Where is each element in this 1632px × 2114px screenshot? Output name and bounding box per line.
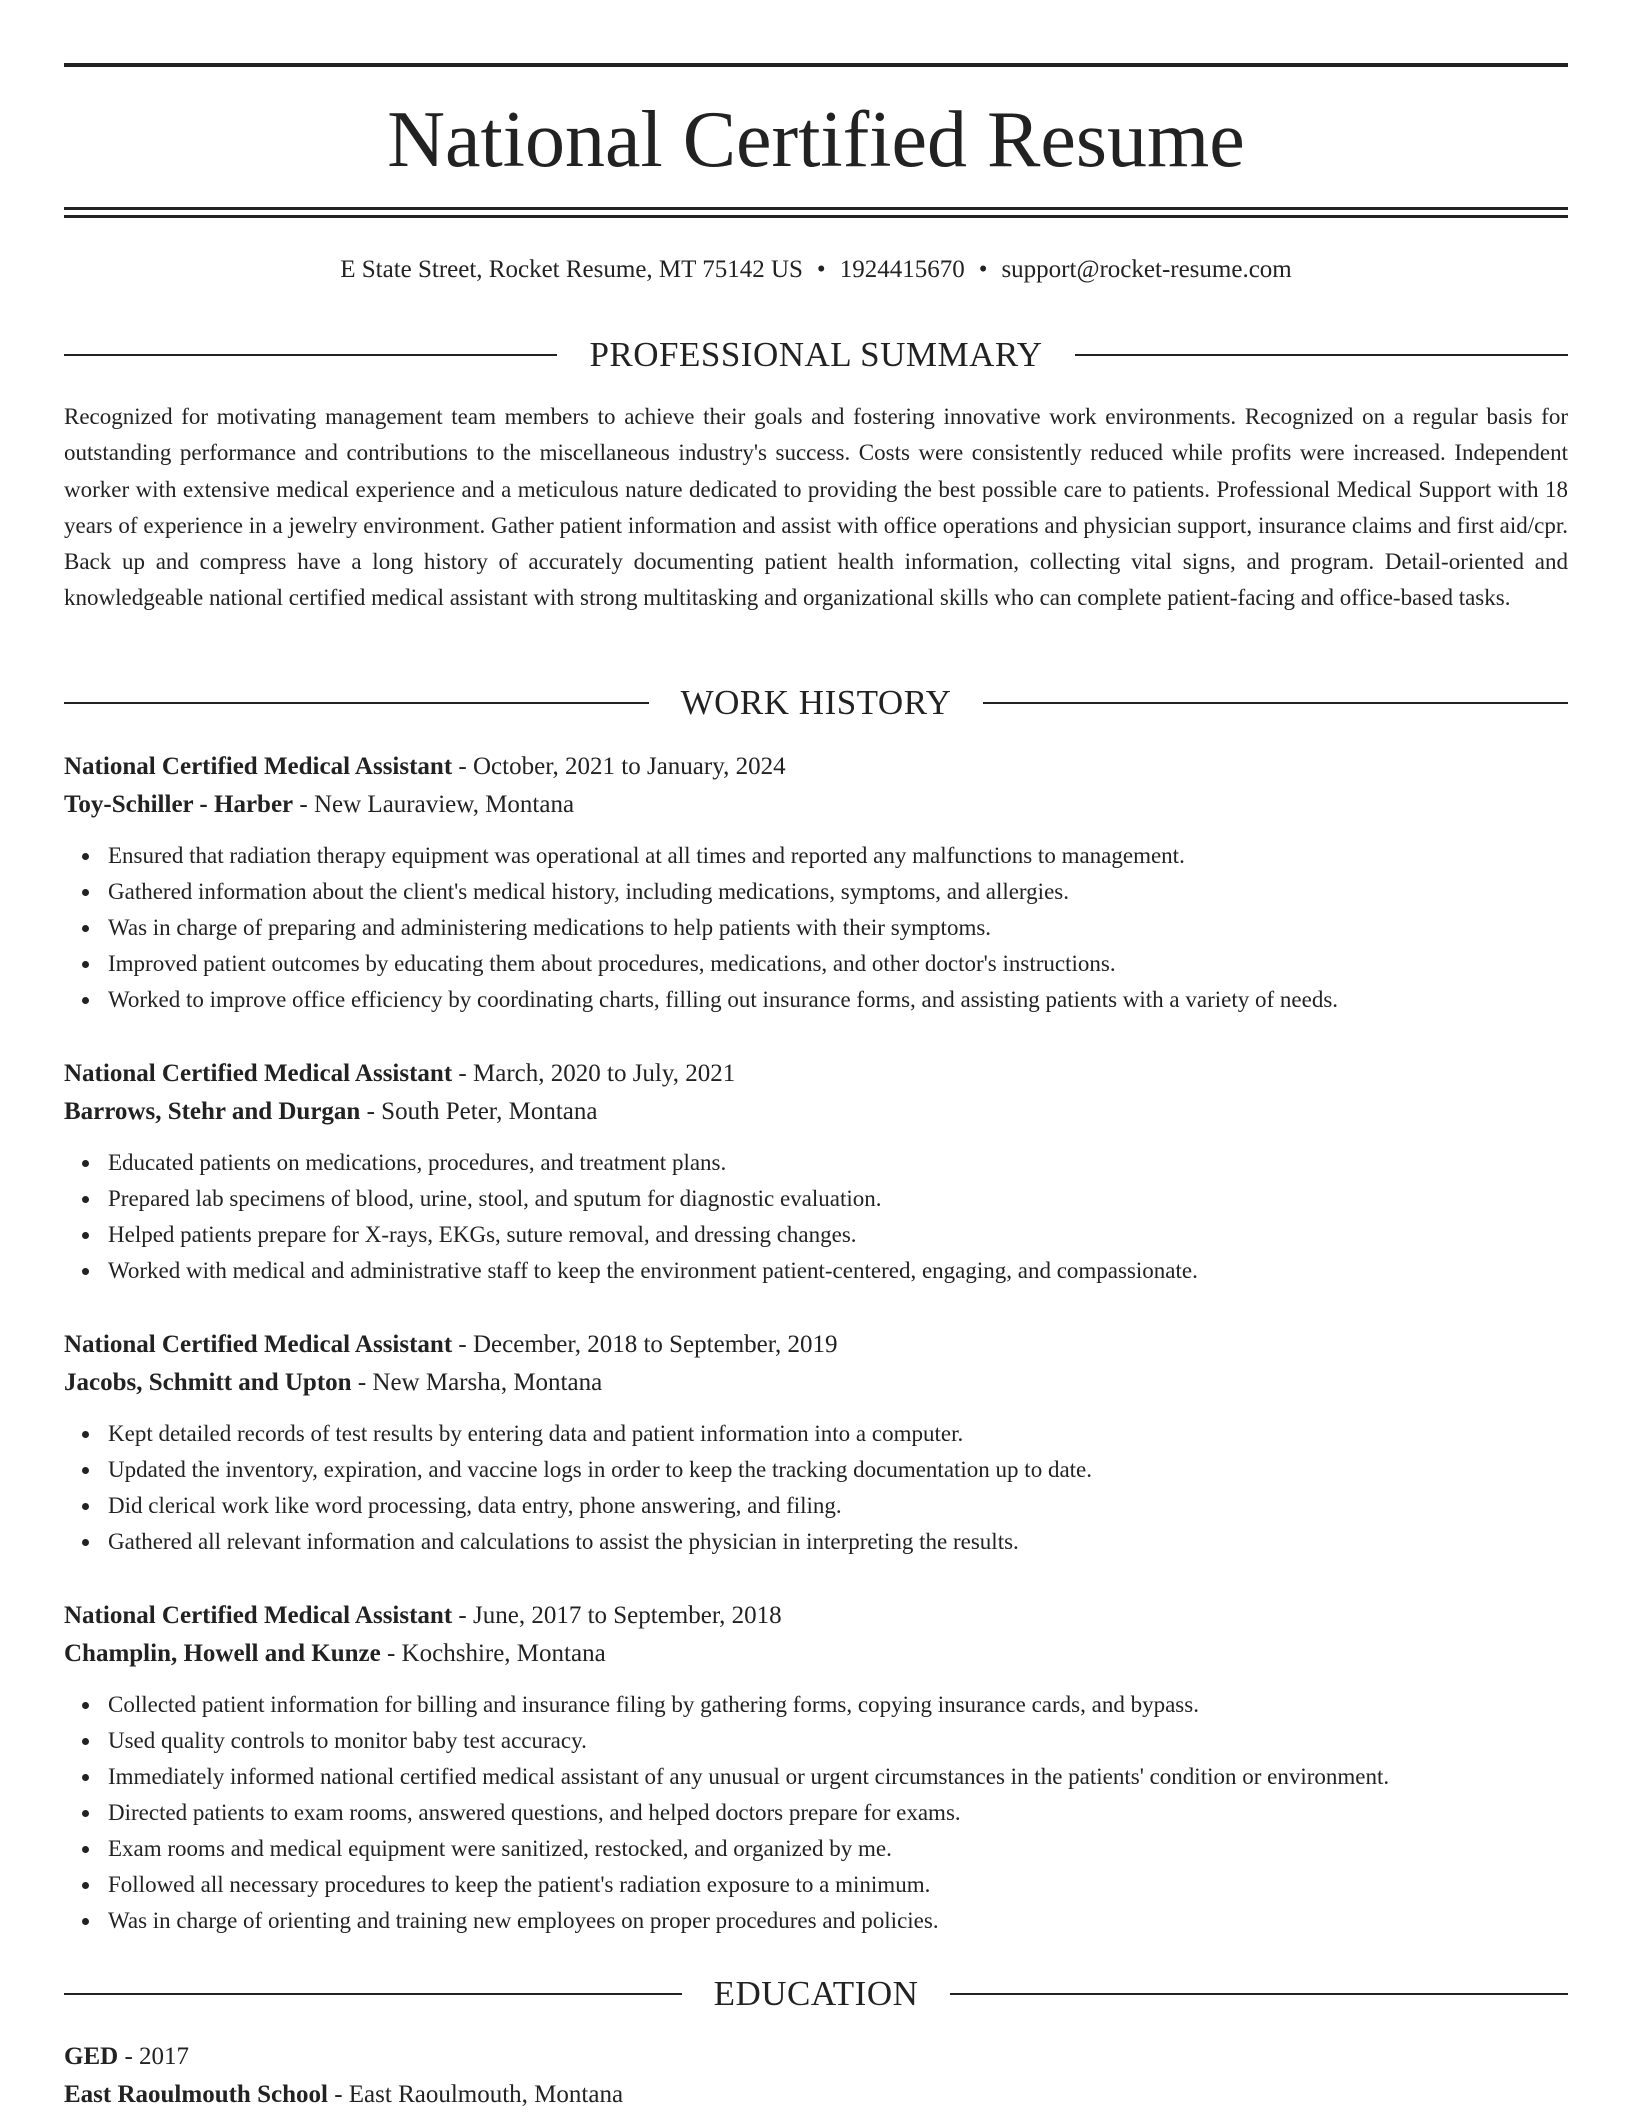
education-degree-line	[64, 2038, 1568, 2076]
job-title-line	[64, 1597, 1568, 1635]
summary-text: Recognized for motivating management team members to achieve their goals and fostering innovative work environments. Recognized on a regular basis for outstanding performance and contributions to the miscellaneous industry's success. Costs were consistently reduced while profits were increased. Independent worker with extensive medical experience and a meticulous nature dedicated to providing the best possible care to patients. Professional Medical Support with 18 years of experience in a jewelry environment. Gather patient information and assist with office operations and physician support, insurance claims and first aid/cpr. Back up and compress have a long history of accurately documenting patient health information, collecting vital signs, and program. Detail-oriented and knowledgeable national certified medical assistant with strong multitasking and organizational skills who can complete patient-facing and office-based tasks.	[64, 404, 1568, 611]
contact-address: E State Street, Rocket Resume, MT 75142 US	[340, 256, 803, 283]
heading-rule-left	[64, 1993, 682, 1995]
job-bullet: Helped patients prepare for X-rays, EKGs, suture removal, and dressing changes.	[108, 1217, 1568, 1253]
job-bullet: Followed all necessary procedures to keep the patient's radiation exposure to a minimum.	[108, 1867, 1568, 1903]
job-bullet: Did clerical work like word processing, data entry, phone answering, and filing.	[108, 1488, 1568, 1524]
header-double-rule-upper	[64, 207, 1568, 210]
contact-phone: 1924415670	[839, 256, 965, 283]
job-bullet: Immediately informed national certified medical assistant of any unusual or urgent circumstances in the patients' condition or environment.	[108, 1759, 1568, 1795]
job-bullet: Kept detailed records of test results by entering data and patient information into a computer.	[108, 1416, 1568, 1452]
contact-email: support@rocket-resume.com	[1001, 256, 1292, 283]
section-heading-work-history	[64, 681, 1568, 725]
heading-rule-right	[1075, 354, 1568, 356]
education-school: East Raoulmouth School	[64, 2081, 328, 2108]
job-entry	[64, 1597, 1568, 1939]
section-heading-label: WORK HISTORY	[680, 683, 952, 722]
job-dates: - June, 2017 to September, 2018	[452, 1602, 782, 1629]
section-heading-label: EDUCATION	[713, 1974, 919, 2013]
job-company: Jacobs, Schmitt and Upton	[64, 1369, 352, 1396]
job-location: - New Marsha, Montana	[351, 1369, 603, 1396]
job-bullet: Prepared lab specimens of blood, urine, stool, and sputum for diagnostic evaluation.	[108, 1181, 1568, 1217]
job-bullet: Worked with medical and administrative staff to keep the environment patient-centered, engaging, and compassionate.	[108, 1253, 1568, 1289]
job-bullets	[64, 1416, 1568, 1560]
heading-rule-right	[950, 1993, 1568, 1995]
heading-rule-left	[64, 354, 557, 356]
job-bullet: Gathered all relevant information and calculations to assist the physician in interpreting the results.	[108, 1524, 1568, 1560]
job-entry	[64, 1326, 1568, 1560]
job-bullet: Gathered information about the client's medical history, including medications, symptoms, and allergies.	[108, 874, 1568, 910]
education-location: - East Raoulmouth, Montana	[327, 2081, 624, 2108]
job-entry	[64, 748, 1568, 1018]
job-bullet: Exam rooms and medical equipment were sanitized, restocked, and organized by me.	[108, 1831, 1568, 1867]
education-entry	[64, 2038, 1568, 2114]
job-bullet: Directed patients to exam rooms, answered questions, and helped doctors prepare for exams.	[108, 1795, 1568, 1831]
job-bullet: Improved patient outcomes by educating them about procedures, medications, and other doctor's instructions.	[108, 946, 1568, 982]
heading-rule-right	[983, 702, 1568, 704]
job-location: - New Lauraview, Montana	[293, 791, 575, 818]
contact-line	[64, 252, 1568, 288]
job-title-line	[64, 1055, 1568, 1093]
header-top-rule	[64, 63, 1568, 67]
job-bullet: Ensured that radiation therapy equipment was operational at all times and reported any malfunctions to management.	[108, 838, 1568, 874]
job-title-line	[64, 748, 1568, 786]
job-bullet: Was in charge of preparing and administering medications to help patients with their symptoms.	[108, 910, 1568, 946]
job-location: - Kochshire, Montana	[380, 1640, 606, 1667]
job-bullets	[64, 1145, 1568, 1289]
job-bullet: Was in charge of orienting and training new employees on proper procedures and policies.	[108, 1903, 1568, 1939]
job-dates: - March, 2020 to July, 2021	[452, 1060, 736, 1087]
section-heading-education	[64, 1972, 1568, 2016]
job-company: Barrows, Stehr and Durgan	[64, 1098, 361, 1125]
job-company-line	[64, 1364, 1568, 1402]
job-title: National Certified Medical Assistant	[64, 1331, 453, 1358]
job-bullets	[64, 838, 1568, 1018]
job-bullet: Updated the inventory, expiration, and vaccine logs in order to keep the tracking documentation up to date.	[108, 1452, 1568, 1488]
job-title: National Certified Medical Assistant	[64, 1602, 453, 1629]
job-company-line	[64, 1635, 1568, 1673]
job-bullets	[64, 1687, 1568, 1939]
job-bullet: Collected patient information for billing and insurance filing by gathering forms, copying insurance cards, and bypass.	[108, 1687, 1568, 1723]
section-heading-summary	[64, 333, 1568, 377]
job-bullet: Worked to improve office efficiency by coordinating charts, filling out insurance forms, and assisting patients with a variety of needs.	[108, 982, 1568, 1018]
job-title: National Certified Medical Assistant	[64, 753, 453, 780]
job-title-line	[64, 1326, 1568, 1364]
heading-rule-left	[64, 702, 649, 704]
education-school-line	[64, 2076, 1568, 2114]
section-heading-label: PROFESSIONAL SUMMARY	[589, 335, 1043, 374]
job-bullet: Used quality controls to monitor baby test accuracy.	[108, 1723, 1568, 1759]
contact-separator: •	[816, 256, 826, 283]
resume-title: National Certified Resume	[387, 96, 1245, 184]
contact-separator: •	[978, 256, 988, 283]
job-location: - South Peter, Montana	[360, 1098, 598, 1125]
job-company-line	[64, 1093, 1568, 1131]
job-company: Toy-Schiller - Harber	[64, 791, 294, 818]
job-title: National Certified Medical Assistant	[64, 1060, 453, 1087]
job-bullet: Educated patients on medications, procedures, and treatment plans.	[108, 1145, 1568, 1181]
job-company: Champlin, Howell and Kunze	[64, 1640, 381, 1667]
education-degree: GED	[64, 2043, 119, 2070]
education-year: - 2017	[118, 2043, 190, 2070]
job-entry	[64, 1055, 1568, 1289]
job-dates: - December, 2018 to September, 2019	[452, 1331, 838, 1358]
header-double-rule-lower	[64, 215, 1568, 218]
job-company-line	[64, 786, 1568, 824]
job-dates: - October, 2021 to January, 2024	[452, 753, 786, 780]
